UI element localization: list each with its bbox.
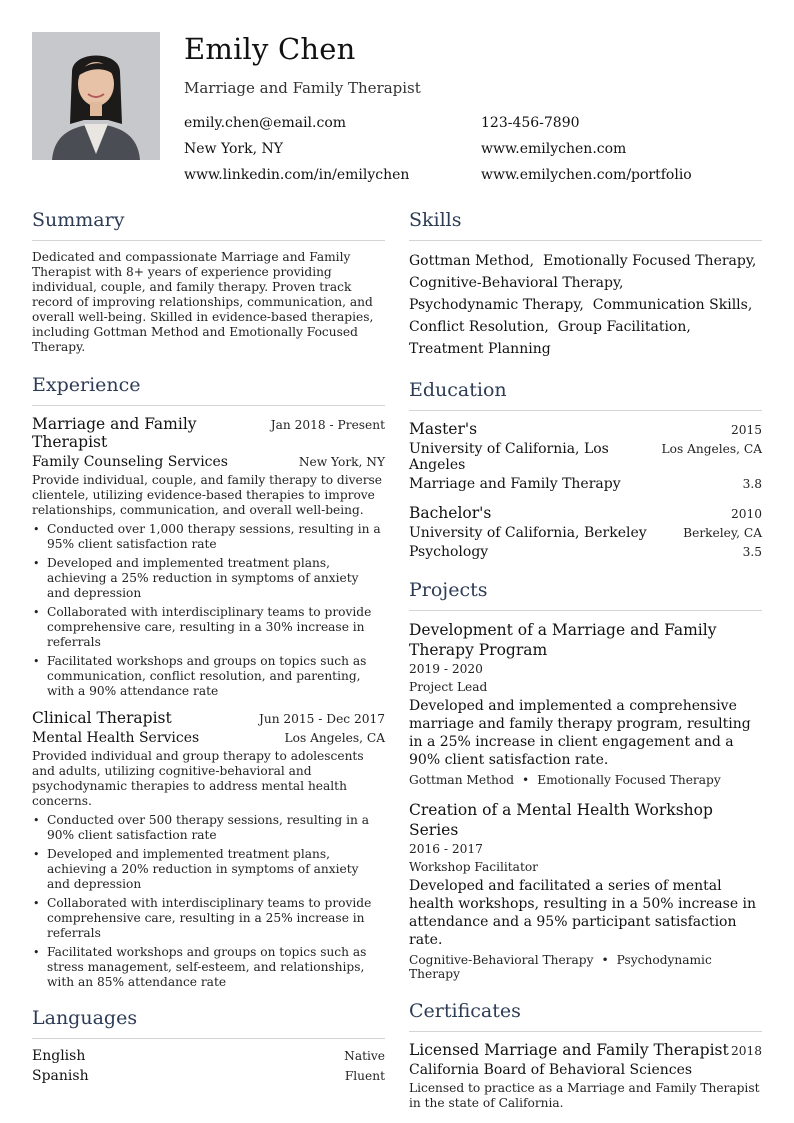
section-divider bbox=[409, 240, 762, 241]
section-divider bbox=[409, 410, 762, 411]
education-entry bbox=[409, 420, 762, 492]
job-title: Clinical Therapist bbox=[32, 709, 172, 727]
certificate-description: Licensed to practice as a Marriage and Family Therapist in the state of California. bbox=[409, 1081, 760, 1110]
job-description: Provided individual and group therapy to adolescents and adults, utilizing cognitive-behavioral and psychodynamic therapies to address mental health concerns. bbox=[32, 749, 364, 808]
project-description: Developed and facilitated a series of mental health workshops, resulting in a 50% increase in attendance and a 95% participant satisfaction rate. bbox=[409, 878, 757, 948]
school-name: University of California, Los Angeles bbox=[409, 441, 609, 473]
section-heading: Experience bbox=[32, 374, 141, 396]
job-title: Marriage and Family Therapist bbox=[32, 415, 197, 451]
section-divider bbox=[32, 405, 385, 406]
certificate-year: 2018 bbox=[730, 1044, 762, 1058]
school-location: Los Angeles, CA bbox=[661, 442, 762, 456]
language-name: English bbox=[32, 1048, 86, 1064]
job-location: New York, NY bbox=[298, 455, 385, 469]
skills-section bbox=[409, 208, 762, 360]
project-tag: Emotionally Focused Therapy bbox=[537, 773, 721, 787]
skill-item: Gottman Method, bbox=[409, 253, 535, 269]
linkedin-link[interactable]: www.linkedin.com/in/emilychen bbox=[184, 167, 410, 183]
education-entry bbox=[409, 504, 762, 560]
section-heading: Education bbox=[409, 379, 507, 401]
bullet-item: • Collaborated with interdisciplinary teams to provide comprehensive care, resulting in a 30% increase in referrals bbox=[32, 605, 385, 650]
degree: Bachelor's bbox=[409, 504, 492, 522]
field-of-study: Marriage and Family Therapy bbox=[409, 476, 621, 492]
location: New York, NY bbox=[184, 141, 283, 157]
portrait-image bbox=[32, 32, 160, 160]
project-dates: 2016 - 2017 bbox=[409, 842, 483, 856]
skills-list bbox=[409, 250, 762, 360]
language-name: Spanish bbox=[32, 1068, 89, 1084]
candidate-title: Marriage and Family Therapist bbox=[184, 79, 421, 97]
graduation-year: 2015 bbox=[730, 423, 762, 437]
job-company: Family Counseling Services bbox=[32, 454, 228, 470]
project-tags bbox=[409, 953, 762, 981]
bullet-item: • Developed and implemented treatment plans, achieving a 25% reduction in symptoms of anxiety and depression bbox=[32, 556, 385, 601]
skill-item: Communication Skills, bbox=[592, 297, 753, 313]
section-heading: Certificates bbox=[409, 1000, 521, 1022]
job-description: Provide individual, couple, and family therapy to diverse clientele, utilizing evidence-based therapies to improve relationships, communication, and overall well-being. bbox=[32, 473, 382, 517]
section-heading: Skills bbox=[409, 209, 462, 231]
project-tags bbox=[409, 773, 762, 787]
job-entry bbox=[32, 415, 385, 699]
certificate-name: Licensed Marriage and Family Therapist bbox=[409, 1041, 729, 1059]
certificates-section bbox=[409, 999, 762, 1111]
experience-section bbox=[32, 373, 385, 990]
right-column bbox=[409, 208, 762, 1111]
project-tag: Gottman Method bbox=[409, 773, 514, 787]
job-entry bbox=[32, 709, 385, 990]
project-entry bbox=[409, 620, 762, 787]
language-row bbox=[32, 1068, 385, 1084]
language-row bbox=[32, 1048, 385, 1064]
project-title: Creation of a Mental Health Workshop Series bbox=[409, 801, 713, 839]
gpa: 3.5 bbox=[742, 545, 762, 559]
phone-number[interactable]: 123-456-7890 bbox=[481, 115, 580, 131]
job-dates: Jan 2018 - Present bbox=[270, 418, 385, 432]
portfolio-link[interactable]: www.emilychen.com/portfolio bbox=[481, 167, 692, 183]
language-level: Native bbox=[344, 1049, 385, 1063]
project-role: Project Lead bbox=[409, 680, 488, 694]
bullet-item: • Facilitated workshops and groups on topics such as stress management, self-esteem, and relationships, with an 85% attendance rate bbox=[32, 945, 385, 990]
section-heading: Projects bbox=[409, 579, 488, 601]
skill-item: Cognitive-Behavioral Therapy, bbox=[409, 275, 624, 291]
bullet-item: • Conducted over 1,000 therapy sessions, resulting in a 95% client satisfaction rate bbox=[32, 522, 385, 552]
project-tag: Cognitive-Behavioral Therapy bbox=[409, 953, 594, 967]
left-column bbox=[32, 208, 385, 1084]
section-heading: Languages bbox=[32, 1007, 138, 1029]
summary-text: Dedicated and compassionate Marriage and Family Therapist with 8+ years of experience providing individual, couple, and family therapy. Proven track record of improving relationships, communication, and overall well-being. Skilled in evidence-based therapies, including Gottman Method and Emotionally Focused Therapy. bbox=[32, 250, 374, 354]
graduation-year: 2010 bbox=[730, 507, 762, 521]
project-dates: 2019 - 2020 bbox=[409, 662, 483, 676]
section-divider bbox=[409, 610, 762, 611]
section-divider bbox=[32, 1038, 385, 1039]
certificate-entry bbox=[409, 1041, 762, 1111]
school-location: Berkeley, CA bbox=[683, 526, 762, 540]
gpa: 3.8 bbox=[742, 477, 762, 491]
job-location: Los Angeles, CA bbox=[284, 731, 385, 745]
candidate-name: Emily Chen bbox=[184, 32, 356, 66]
skill-item: Emotionally Focused Therapy, bbox=[542, 253, 757, 269]
project-tag: Psychodynamic Therapy bbox=[409, 953, 712, 981]
project-role: Workshop Facilitator bbox=[409, 860, 539, 874]
job-achievements bbox=[32, 522, 385, 699]
project-description: Developed and implemented a comprehensive marriage and family therapy program, resulting in a 25% increase in client engagement and a 90% client satisfaction rate. bbox=[409, 698, 751, 768]
email-link[interactable]: emily.chen@email.com bbox=[184, 115, 347, 131]
profile-photo bbox=[32, 32, 160, 160]
job-achievements bbox=[32, 813, 385, 990]
bullet-item: • Collaborated with interdisciplinary teams to provide comprehensive care, resulting in a 25% increase in referrals bbox=[32, 896, 385, 941]
skill-item: Treatment Planning bbox=[409, 341, 551, 357]
language-level: Fluent bbox=[344, 1069, 385, 1083]
project-title: Development of a Marriage and Family Therapy Program bbox=[409, 621, 717, 659]
contact-info bbox=[184, 114, 744, 184]
field-of-study: Psychology bbox=[409, 544, 489, 560]
tag-separator: • bbox=[522, 773, 530, 787]
skill-item: Group Facilitation, bbox=[557, 319, 691, 335]
bullet-item: • Developed and implemented treatment plans, achieving a 20% reduction in symptoms of anxiety and depression bbox=[32, 847, 385, 892]
summary-section bbox=[32, 208, 385, 355]
skill-item: Conflict Resolution, bbox=[409, 319, 549, 335]
website-link[interactable]: www.emilychen.com bbox=[481, 141, 627, 157]
certificate-issuer: California Board of Behavioral Sciences bbox=[409, 1062, 693, 1078]
section-heading: Summary bbox=[32, 209, 125, 231]
bullet-item: • Conducted over 500 therapy sessions, resulting in a 90% client satisfaction rate bbox=[32, 813, 385, 843]
education-section bbox=[409, 378, 762, 560]
skill-item: Psychodynamic Therapy, bbox=[409, 297, 584, 313]
section-divider bbox=[409, 1031, 762, 1032]
tag-separator: • bbox=[601, 953, 609, 967]
job-dates: Jun 2015 - Dec 2017 bbox=[258, 712, 385, 726]
bullet-item: • Facilitated workshops and groups on topics such as communication, conflict resolution, and parenting, with a 90% attendance rate bbox=[32, 654, 385, 699]
projects-section bbox=[409, 578, 762, 981]
degree: Master's bbox=[409, 420, 478, 438]
school-name: University of California, Berkeley bbox=[409, 525, 647, 541]
job-company: Mental Health Services bbox=[32, 730, 200, 746]
project-entry bbox=[409, 800, 762, 981]
section-divider bbox=[32, 240, 385, 241]
languages-section bbox=[32, 1006, 385, 1084]
